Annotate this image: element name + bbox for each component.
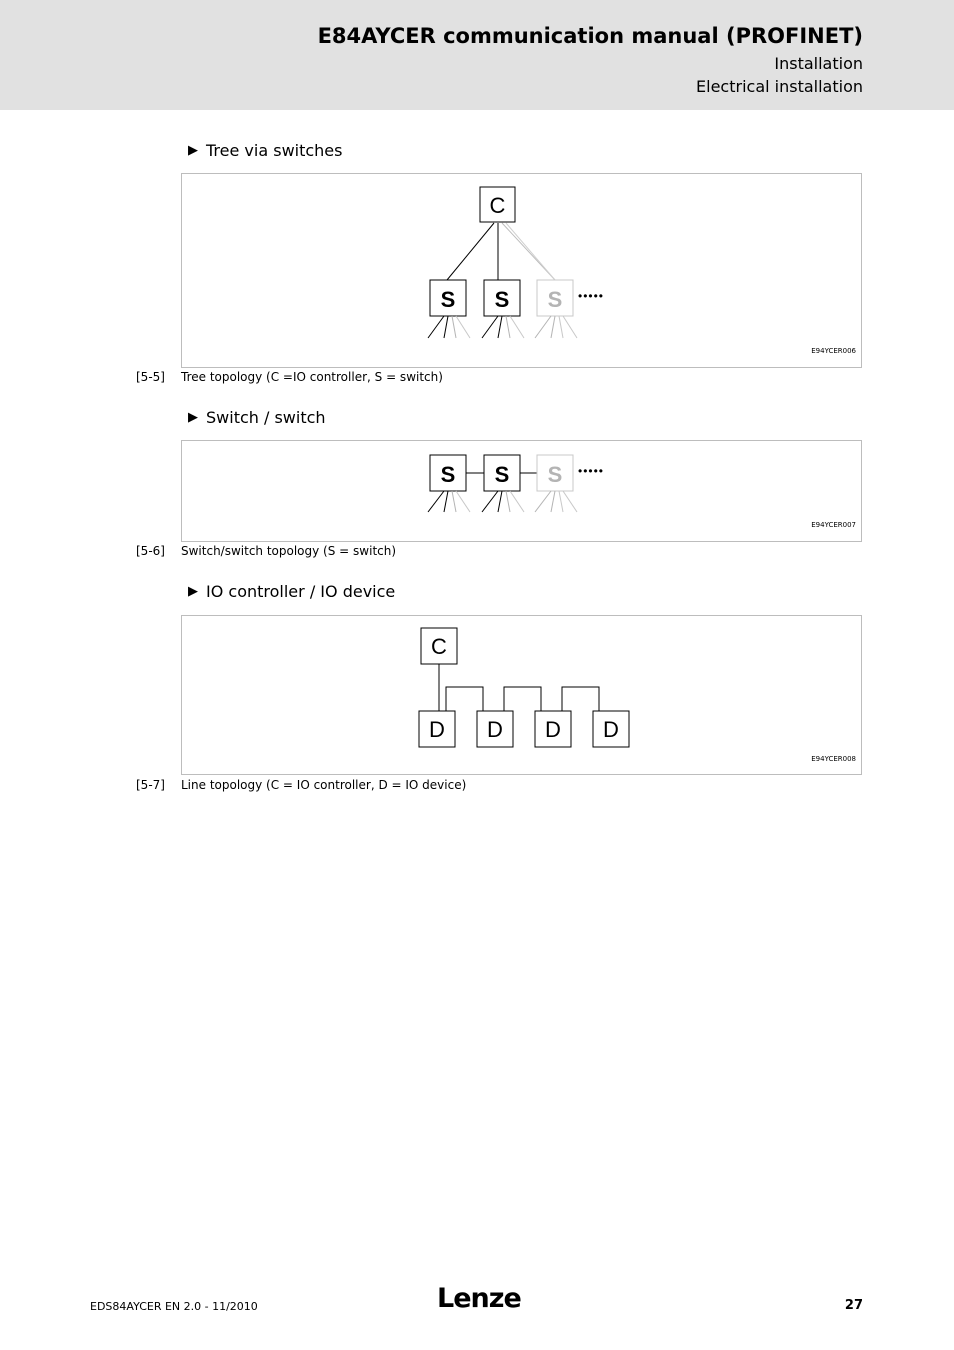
figure-caption: Line topology (C = IO controller, D = IO device) [181, 778, 467, 792]
switch-topology-diagram [182, 441, 863, 543]
figure-code: E94YCER008 [811, 755, 856, 763]
section-title: Installation [774, 54, 863, 73]
figure-code: E94YCER007 [811, 521, 856, 529]
continuation-dots: ••••• [578, 464, 605, 478]
figure-number: [5-7] [136, 778, 165, 792]
figure-caption: Tree topology (C =IO controller, S = switch) [181, 370, 443, 384]
triangle-bullet-icon: ▶ [188, 584, 198, 599]
page-header [0, 0, 954, 110]
figure-number: [5-6] [136, 544, 165, 558]
figure-tree-topology [181, 173, 862, 368]
device-node-label: D [487, 717, 503, 742]
device-node-label: D [429, 717, 445, 742]
figure-switch-topology [181, 440, 862, 542]
switch-node-label: S [440, 462, 456, 487]
heading-text: IO controller / IO device [206, 582, 396, 601]
controller-node-label: C [489, 193, 506, 218]
switch-node-faded-label: S [547, 462, 563, 487]
figure-code: E94YCER006 [811, 347, 856, 355]
page-number: 27 [844, 1298, 863, 1313]
document-id: EDS84AYCER EN 2.0 - 11/2010 [90, 1300, 258, 1313]
switch-node-faded-label: S [547, 287, 563, 312]
lenze-logo: Lenze [437, 1283, 521, 1314]
figure-number: [5-5] [136, 370, 165, 384]
manual-title: E84AYCER communication manual (PROFINET) [317, 24, 863, 48]
heading-text: Switch / switch [206, 408, 326, 427]
triangle-bullet-icon: ▶ [188, 143, 198, 158]
switch-node-label: S [494, 287, 510, 312]
controller-node-label: C [431, 634, 447, 659]
heading-switch-switch [188, 408, 326, 427]
triangle-bullet-icon: ▶ [188, 410, 198, 425]
continuation-dots: ••••• [578, 289, 605, 303]
tree-topology-diagram [182, 174, 863, 369]
switch-node-label: S [440, 287, 456, 312]
figure-caption: Switch/switch topology (S = switch) [181, 544, 397, 558]
device-node-label: D [545, 717, 561, 742]
switch-node-label: S [494, 462, 510, 487]
heading-io-controller-io-device [188, 582, 395, 601]
heading-text: Tree via switches [206, 141, 343, 160]
figure-line-topology [181, 615, 862, 775]
heading-tree-via-switches [188, 141, 342, 160]
line-topology-diagram [182, 616, 863, 776]
subsection-title: Electrical installation [696, 77, 863, 96]
device-node-label: D [603, 717, 619, 742]
